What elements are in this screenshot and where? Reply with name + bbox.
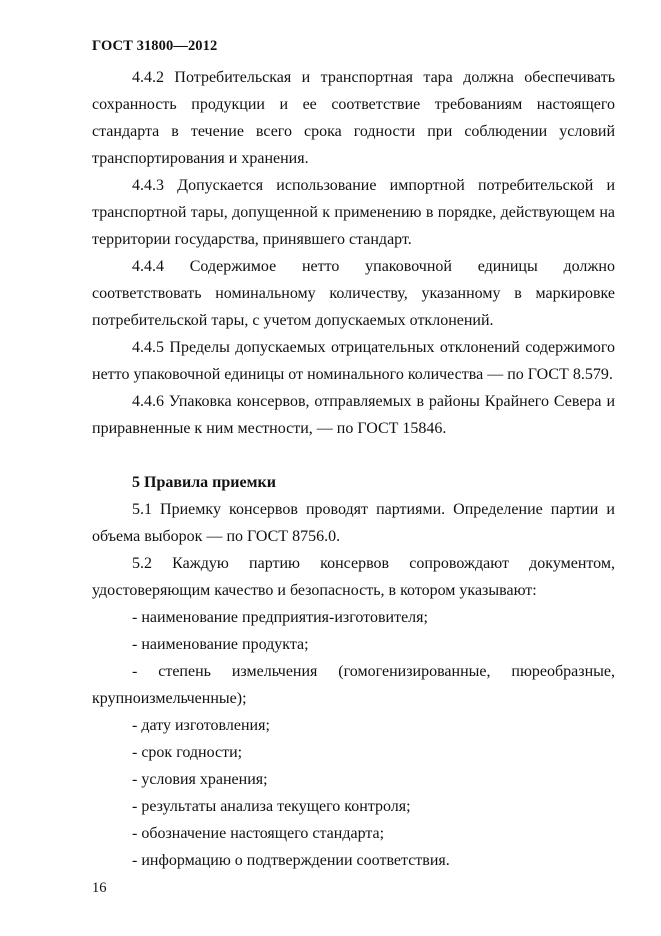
list-item-product-name: - наименование продукта; bbox=[132, 636, 309, 653]
paragraph-5-1: 5.1 Приемку консервов проводят партиями. Определение партии и объема выборок — по ГОСТ 8756.0. bbox=[92, 501, 615, 545]
list-item-analysis-results: - результаты анализа текущего контроля; bbox=[132, 798, 411, 815]
section-5-title: 5 Правила приемки bbox=[132, 474, 276, 491]
list-item-manufacture-date: - дату изготовления; bbox=[132, 717, 270, 734]
list-item-manufacturer: - наименование предприятия-изготовителя; bbox=[132, 609, 428, 626]
paragraph-4-4-3: 4.4.3 Допускается использование импортной потребительской и транспортной тары, допущенной к применению в порядке, действующем на территории государства, принявшего стандарт. bbox=[92, 177, 615, 248]
paragraph-4-4-2: 4.4.2 Потребительская и транспортная тара должна обеспечивать сохранность продукции и ее соответствие требованиям настоящего стандарта в течение всего срока годности при соблюдении условий транспортирования и хранения. bbox=[92, 69, 615, 167]
paragraph-4-4-4: 4.4.4 Содержимое нетто упаковочной единицы должно соответствовать номинальному количеству, указанному в маркировке потребительской тары, с учетом допускаемых отклонений. bbox=[92, 258, 615, 329]
list-item-storage-conditions: - условия хранения; bbox=[132, 771, 268, 788]
paragraph-4-4-5: 4.4.5 Пределы допускаемых отрицательных отклонений содержимого нетто упаковочной единицы от номинального количества — по ГОСТ 8.579. bbox=[92, 339, 615, 383]
list-item-conformity-info: - информацию о подтверждении соответствия. bbox=[132, 852, 450, 869]
page-number: 16 bbox=[92, 880, 107, 896]
list-item-standard-designation: - обозначение настоящего стандарта; bbox=[132, 825, 385, 842]
paragraph-4-4-6: 4.4.6 Упаковка консервов, отправляемых в районы Крайнего Севера и приравненные к ним местности, — по ГОСТ 15846. bbox=[92, 393, 615, 437]
list-item-grinding-degree: - степень измельчения (гомогенизированные, пюреобразные, крупноизмельченные); bbox=[92, 663, 615, 707]
document-body bbox=[92, 64, 615, 874]
paragraph-5-2: 5.2 Каждую партию консервов сопровождают документом, удостоверяющим качество и безопасность, в котором указывают: bbox=[92, 555, 615, 599]
list-item-shelf-life: - срок годности; bbox=[132, 744, 243, 761]
document-header-code: ГОСТ 31800—2012 bbox=[92, 38, 218, 54]
